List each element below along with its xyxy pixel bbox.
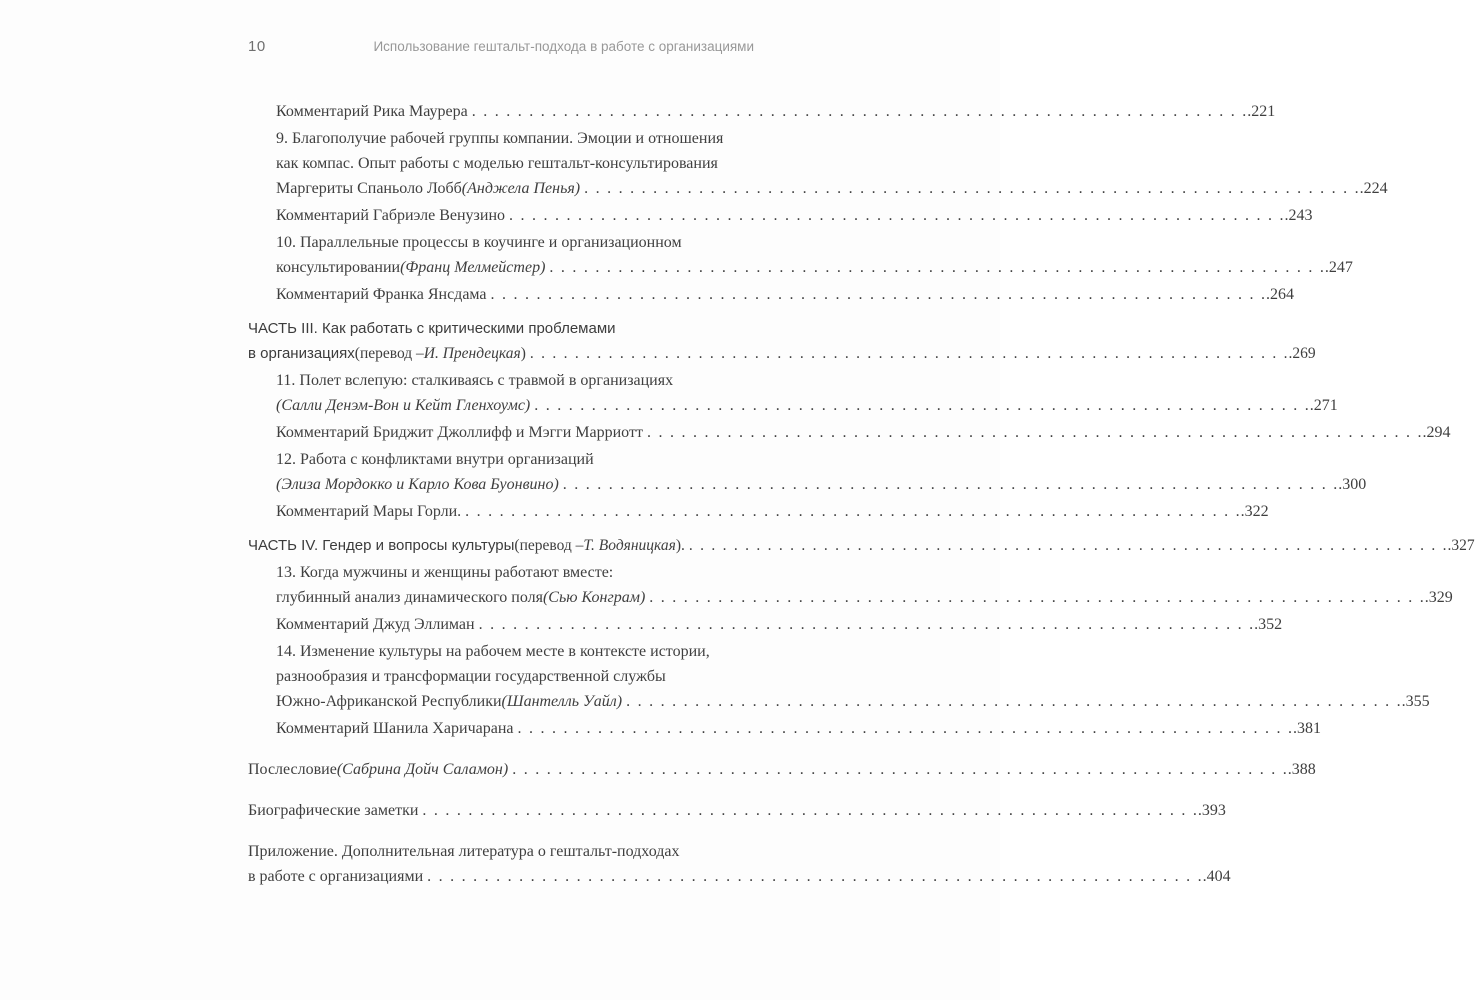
toc-page-number: .355: [1401, 693, 1430, 710]
toc-text: в организациях: [248, 345, 355, 362]
toc-line: [276, 176, 1388, 201]
toc-text: (Салли Денэм-Вон и Кейт Гленхоумс): [276, 397, 531, 414]
dot-leader: [491, 282, 1266, 307]
toc-entry: [248, 839, 1231, 889]
toc-entry: [248, 368, 1338, 418]
dot-leader: [479, 612, 1254, 637]
dot-leader: [584, 176, 1359, 201]
toc-text: (Элиза Мордокко и Карло Кова Буонвино): [276, 476, 559, 493]
toc-entry: [248, 316, 1316, 366]
toc-text: ): [520, 345, 526, 362]
toc-text: Биографические заметки: [248, 802, 419, 819]
toc-entry: [248, 639, 1430, 714]
toc-text: ЧАСТЬ III. Как работать с критическими проблемами: [248, 320, 616, 337]
toc-text: (Франц Мелмейстер): [400, 259, 546, 276]
toc-text: Комментарий Франка Янсдама: [276, 286, 487, 303]
toc-text: 9. Благополучие рабочей группы компании. Эмоции и отношения: [276, 130, 724, 147]
toc-text: (перевод –: [514, 537, 584, 554]
running-title: Использование гештальт-подхода в работе с организациями: [373, 39, 754, 54]
toc-text: в работе с организациями: [248, 868, 424, 885]
toc-text: (Сабрина Дойч Саламон): [336, 761, 509, 778]
toc-line: [276, 203, 1313, 228]
toc-text: Комментарий Мары Горли.: [276, 503, 462, 520]
dot-leader: [465, 499, 1240, 524]
toc-page-number: .381: [1292, 720, 1321, 737]
dot-leader: [422, 798, 1197, 823]
dot-leader: [689, 533, 1447, 558]
toc-page-number: .264: [1266, 286, 1295, 303]
toc-text: 14. Изменение культуры на рабочем месте в контексте истории,: [276, 643, 710, 660]
toc-text: Южно-Африканской Республики: [276, 693, 502, 710]
page-header: [0, 0, 1000, 55]
toc-line: [276, 639, 755, 664]
toc-text: 11. Полет вслепую: сталкиваясь с травмой в организациях: [276, 372, 674, 389]
toc-page-number: .322: [1240, 503, 1269, 520]
toc-entry: [248, 716, 1321, 741]
toc-text: 12. Работа с конфликтами внутри организаций: [276, 451, 594, 468]
toc-page-number: .243: [1284, 207, 1313, 224]
toc-line: [276, 664, 755, 689]
toc-entry: [248, 282, 1295, 307]
toc-text: 13. Когда мужчины и женщины работают вместе:: [276, 564, 614, 581]
toc-entry: [248, 420, 1451, 445]
toc-text: (Анджела Пенья): [461, 180, 581, 197]
toc-page-number: .327: [1447, 537, 1475, 554]
dot-leader: [549, 255, 1324, 280]
toc-line: [276, 716, 1321, 741]
toc-line: [276, 612, 1283, 637]
toc-text: (Сью Конграм): [542, 589, 646, 606]
toc-line: [248, 533, 1475, 558]
toc-line: [248, 839, 755, 864]
toc-text: (Шантелль Уайл): [501, 693, 623, 710]
toc-entry: [248, 447, 1367, 497]
toc-entry: [248, 126, 1388, 201]
dot-leader: [517, 716, 1292, 741]
dot-leader: [427, 864, 1202, 889]
toc-page-number: .404: [1202, 868, 1231, 885]
toc-line: [248, 316, 755, 341]
toc-entry: [248, 230, 1353, 280]
toc-line: [248, 757, 1316, 782]
dot-leader: [563, 472, 1338, 497]
toc-line: [276, 447, 755, 472]
toc-entry: [248, 798, 1226, 823]
toc-text: ).: [675, 537, 685, 554]
toc-page-number: .271: [1309, 397, 1338, 414]
toc-line: [276, 151, 755, 176]
toc-line: [248, 798, 1226, 823]
toc: [0, 55, 1475, 889]
dot-leader: [509, 203, 1284, 228]
dot-leader: [530, 341, 1288, 366]
toc-page-number: .269: [1288, 345, 1316, 362]
toc-line: [276, 368, 755, 393]
toc-page-number: .352: [1254, 616, 1283, 633]
dot-leader: [472, 99, 1247, 124]
toc-text: глубинный анализ динамического поля: [276, 589, 543, 606]
toc-page-number: .221: [1247, 103, 1276, 120]
toc-entry: [248, 560, 1453, 610]
toc-entry: [248, 757, 1316, 782]
toc-page-number: .294: [1422, 424, 1451, 441]
toc-text: И. Прендецкая: [423, 345, 521, 362]
toc-line: [276, 420, 1451, 445]
toc-text: консультировании: [276, 259, 401, 276]
toc-text: Т. Водяницкая: [583, 537, 676, 554]
toc-line: [276, 99, 1276, 124]
dot-leader: [512, 757, 1287, 782]
toc-page-number: .393: [1197, 802, 1226, 819]
toc-page-number: .329: [1424, 589, 1453, 606]
dot-leader: [626, 689, 1401, 714]
toc-entry: [248, 533, 1475, 558]
toc-page-number: .300: [1338, 476, 1367, 493]
toc-text: Приложение. Дополнительная литература о гештальт-подходах: [248, 843, 680, 860]
toc-text: Комментарий Шанила Харичарана: [276, 720, 514, 737]
dot-leader: [649, 585, 1424, 610]
toc-line: [276, 126, 755, 151]
toc-entry: [248, 99, 1276, 124]
toc-line: [276, 585, 1453, 610]
dot-leader: [647, 420, 1422, 445]
page-number: 10: [248, 38, 266, 55]
toc-line: [276, 499, 1269, 524]
toc-text: 10. Параллельные процессы в коучинге и организационном: [276, 234, 682, 251]
toc-line: [276, 393, 1338, 418]
toc-text: Маргериты Спаньоло Лобб: [276, 180, 462, 197]
toc-text: (перевод –: [354, 345, 424, 362]
toc-page-number: .224: [1359, 180, 1388, 197]
toc-text: разнообразия и трансформации государственной службы: [276, 668, 666, 685]
toc-page-number: .247: [1324, 259, 1353, 276]
toc-text: ЧАСТЬ IV. Гендер и вопросы культуры: [248, 537, 515, 554]
toc-entry: [248, 612, 1283, 637]
toc-text: Комментарий Бриджит Джоллифф и Мэгги Марриотт: [276, 424, 643, 441]
dot-leader: [534, 393, 1309, 418]
toc-text: как компас. Опыт работы с моделью гештальт-консультирования: [276, 155, 718, 172]
toc-entry: [248, 203, 1313, 228]
toc-line: [276, 255, 1353, 280]
toc-line: [276, 689, 1430, 714]
toc-line: [276, 282, 1295, 307]
toc-entry: [248, 499, 1269, 524]
toc-text: Комментарий Габриэле Венузино: [276, 207, 505, 224]
toc-line: [276, 472, 1367, 497]
toc-text: Комментарий Джуд Эллиман: [276, 616, 475, 633]
toc-line: [276, 230, 755, 255]
toc-line: [248, 864, 1231, 889]
toc-line: [276, 560, 755, 585]
toc-line: [248, 341, 1316, 366]
toc-text: Комментарий Рика Маурера: [276, 103, 468, 120]
toc-page-number: .388: [1287, 761, 1316, 778]
toc-text: Послесловие: [248, 761, 337, 778]
